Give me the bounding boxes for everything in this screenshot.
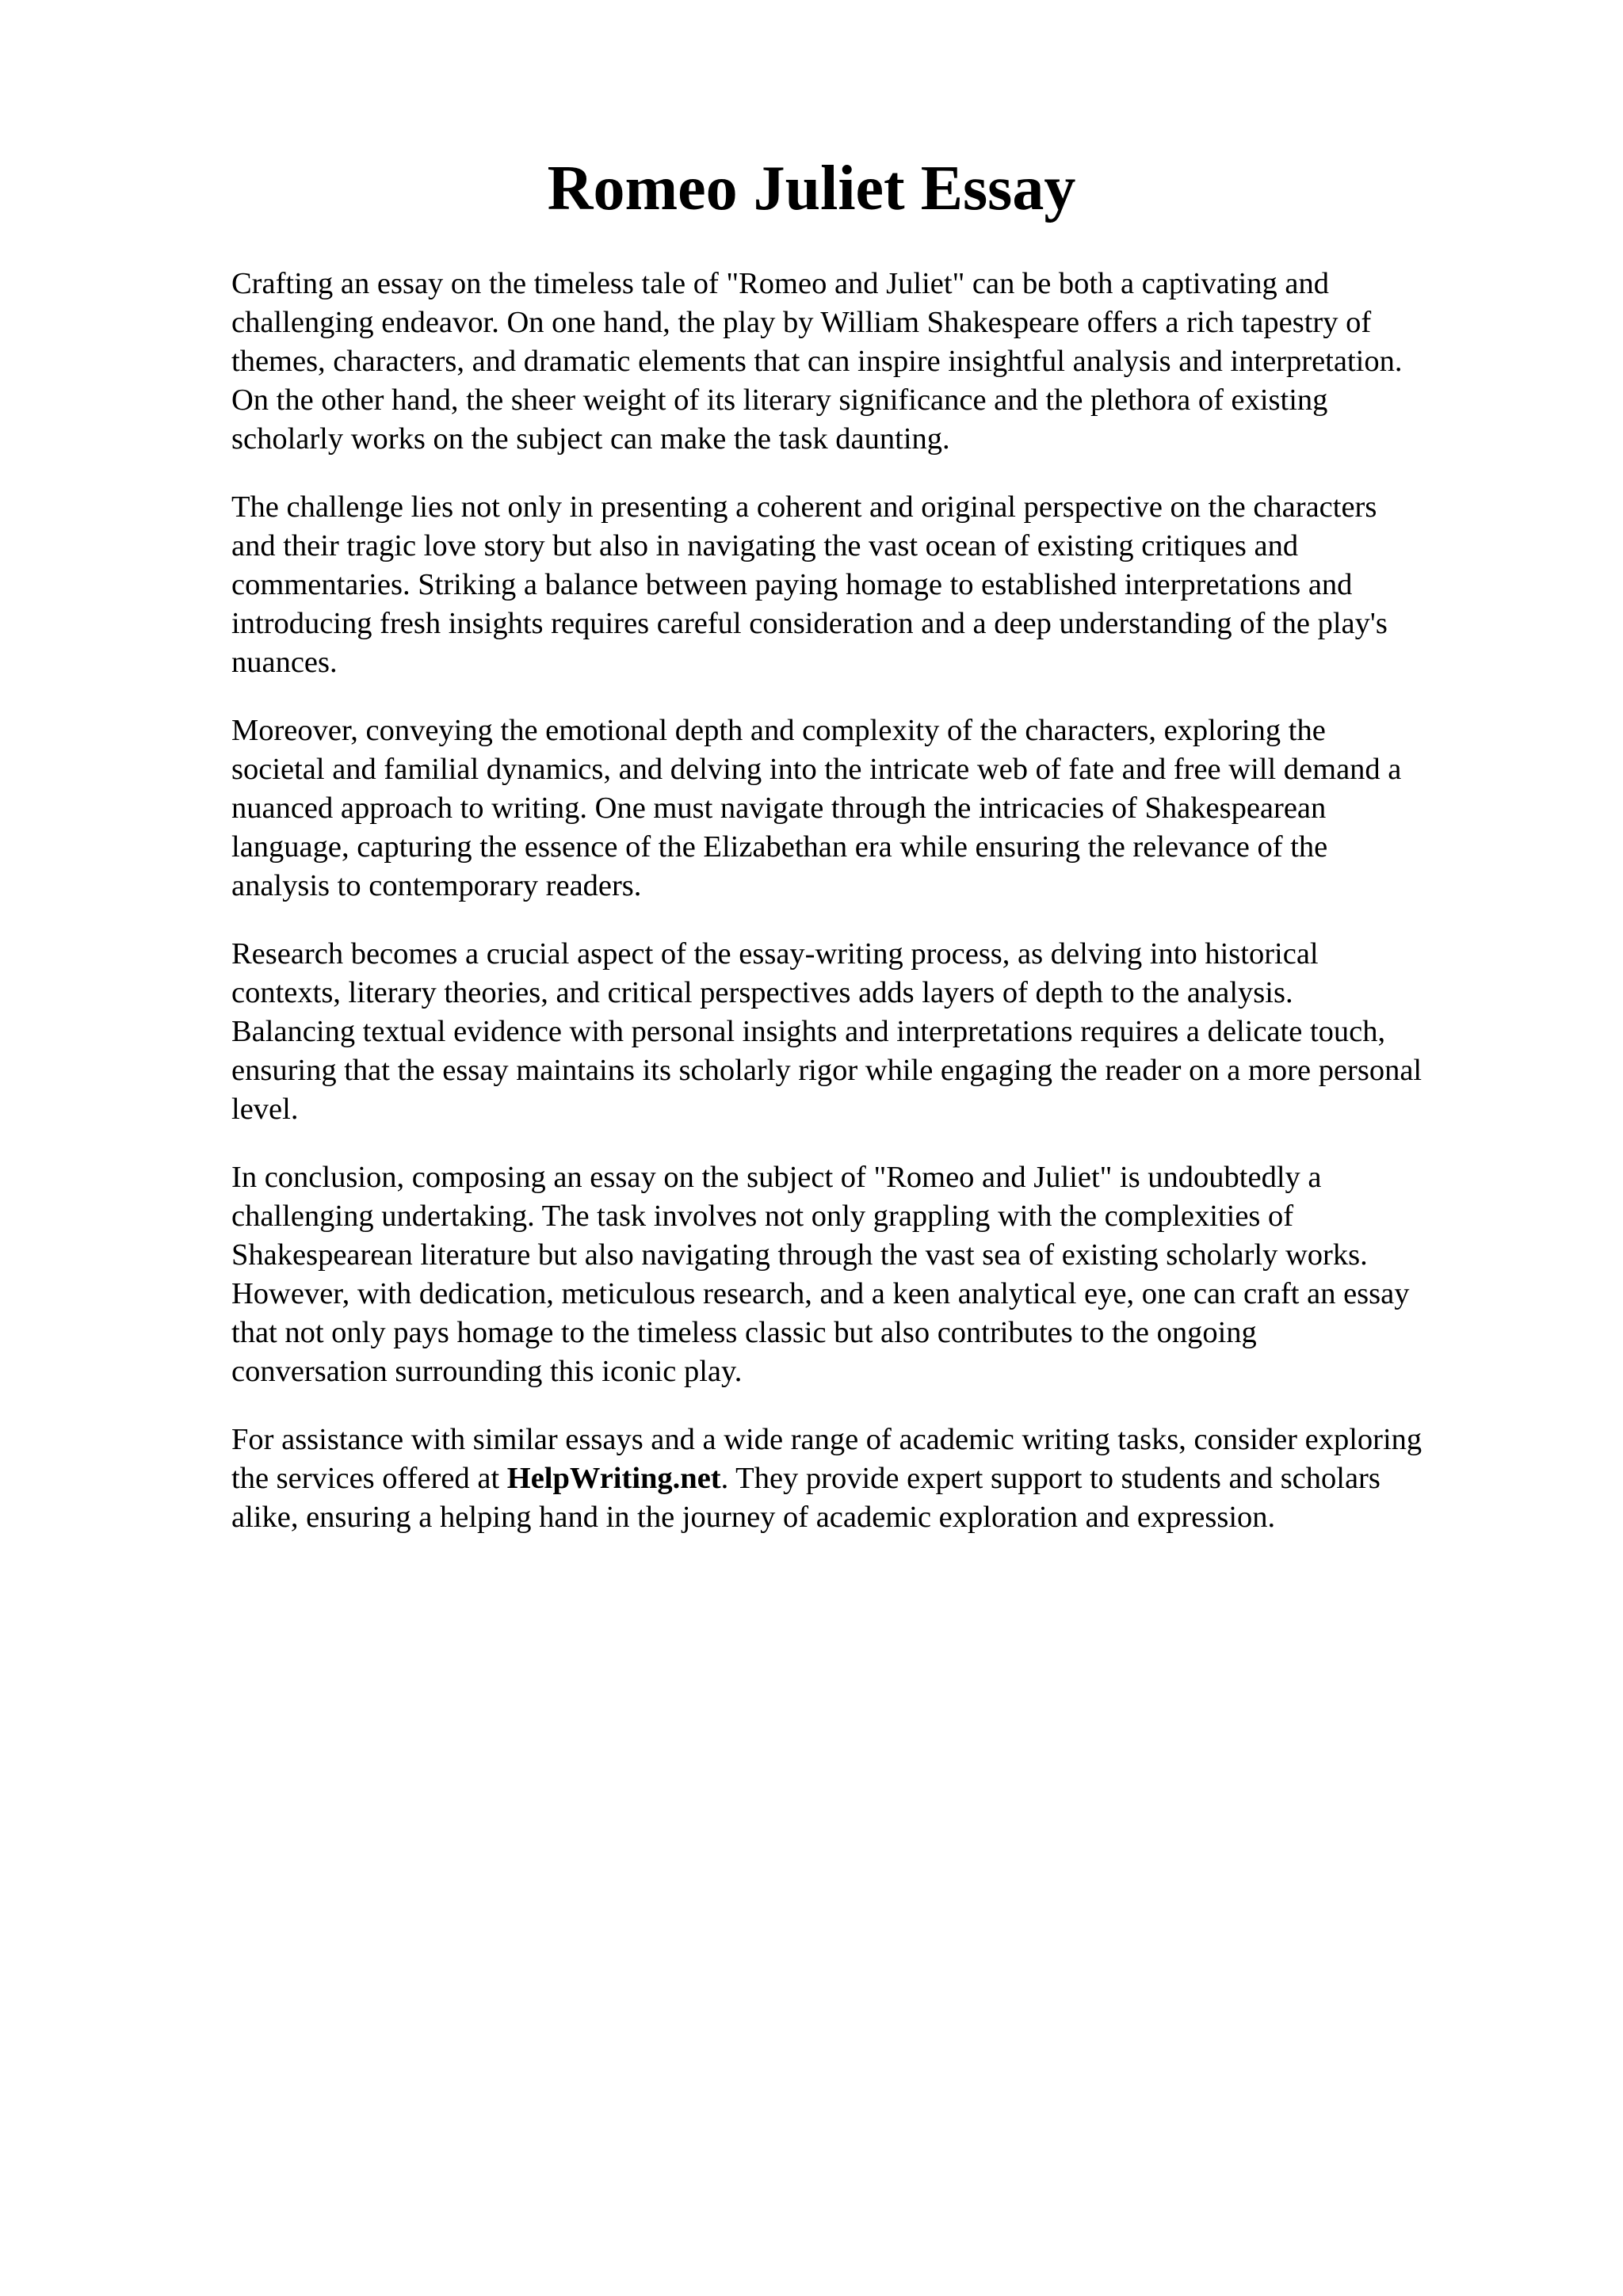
paragraph-line: challenging undertaking. The task involves not only grappling with the complexities of (231, 1199, 1294, 1233)
closing-text-before-link: the services offered at (231, 1462, 507, 1495)
paragraph-4 (231, 935, 1531, 1129)
paragraph-line: commentaries. Striking a balance between paying homage to established interpretations and (231, 568, 1353, 601)
helpwriting-link[interactable]: HelpWriting.net (506, 1462, 721, 1495)
closing-paragraph (231, 1421, 1531, 1537)
paragraph-line: On the other hand, the sheer weight of its literary significance and the plethora of existing (231, 383, 1328, 417)
paragraph-5 (231, 1158, 1531, 1391)
paragraph-line: alike, ensuring a helping hand in the journey of academic exploration and expression. (231, 1501, 1276, 1534)
paragraph-line: introducing fresh insights requires careful consideration and a deep understanding of the play's (231, 607, 1388, 640)
document-title: Romeo Juliet Essay (547, 154, 1076, 223)
paragraph-line: ensuring that the essay maintains its scholarly rigor while engaging the reader on a more personal (231, 1054, 1423, 1087)
paragraph-line: societal and familial dynamics, and delving into the intricate web of fate and free will demand a (231, 753, 1402, 786)
paragraph-line: Balancing textual evidence with personal insights and interpretations requires a delicate touch, (231, 1015, 1386, 1048)
paragraph-line: nuances. (231, 646, 338, 679)
paragraph-1 (231, 265, 1531, 459)
paragraph-line: Research becomes a crucial aspect of the essay-writing process, as delving into historical (231, 937, 1319, 971)
paragraph-line: level. (231, 1093, 299, 1126)
paragraph-line: For assistance with similar essays and a wide range of academic writing tasks, consider exploring (231, 1423, 1423, 1456)
paragraph-line: The challenge lies not only in presenting a coherent and original perspective on the characters (231, 490, 1377, 524)
paragraph-line: and their tragic love story but also in navigating the vast ocean of existing critiques and (231, 529, 1299, 563)
paragraph-2 (231, 488, 1531, 682)
paragraph-line: challenging endeavor. On one hand, the play by William Shakespeare offers a rich tapestry of (231, 306, 1372, 339)
closing-text-after-link: . They provide expert support to students and scholars (720, 1462, 1381, 1495)
paragraph-line: However, with dedication, meticulous research, and a keen analytical eye, one can craft an essay (231, 1277, 1410, 1310)
paragraph-line: scholarly works on the subject can make the task daunting. (231, 422, 950, 456)
paragraph-line: In conclusion, composing an essay on the subject of "Romeo and Juliet" is undoubtedly a (231, 1161, 1322, 1194)
paragraph-line: contexts, literary theories, and critical perspectives adds layers of depth to the analysis. (231, 976, 1293, 1009)
paragraph-line: Crafting an essay on the timeless tale of "Romeo and Juliet" can be both a captivating and (231, 267, 1329, 300)
paragraph-line: conversation surrounding this iconic play. (231, 1355, 743, 1388)
paragraph-3 (231, 711, 1531, 906)
paragraph-line: nuanced approach to writing. One must navigate through the intricacies of Shakespearean (231, 791, 1327, 825)
paragraph-line: Shakespearean literature but also navigating through the vast sea of existing scholarly works. (231, 1238, 1368, 1272)
paragraph-line: language, capturing the essence of the Elizabethan era while ensuring the relevance of the (231, 830, 1328, 864)
paragraph-line: that not only pays homage to the timeless classic but also contributes to the ongoing (231, 1316, 1257, 1349)
paragraph-line: themes, characters, and dramatic elements that can inspire insightful analysis and interpretation. (231, 345, 1403, 378)
document-body (231, 265, 1531, 1566)
paragraph-line: analysis to contemporary readers. (231, 869, 642, 902)
paragraph-line (231, 1459, 1531, 1498)
paragraph-line: Moreover, conveying the emotional depth and complexity of the characters, exploring the (231, 714, 1326, 747)
